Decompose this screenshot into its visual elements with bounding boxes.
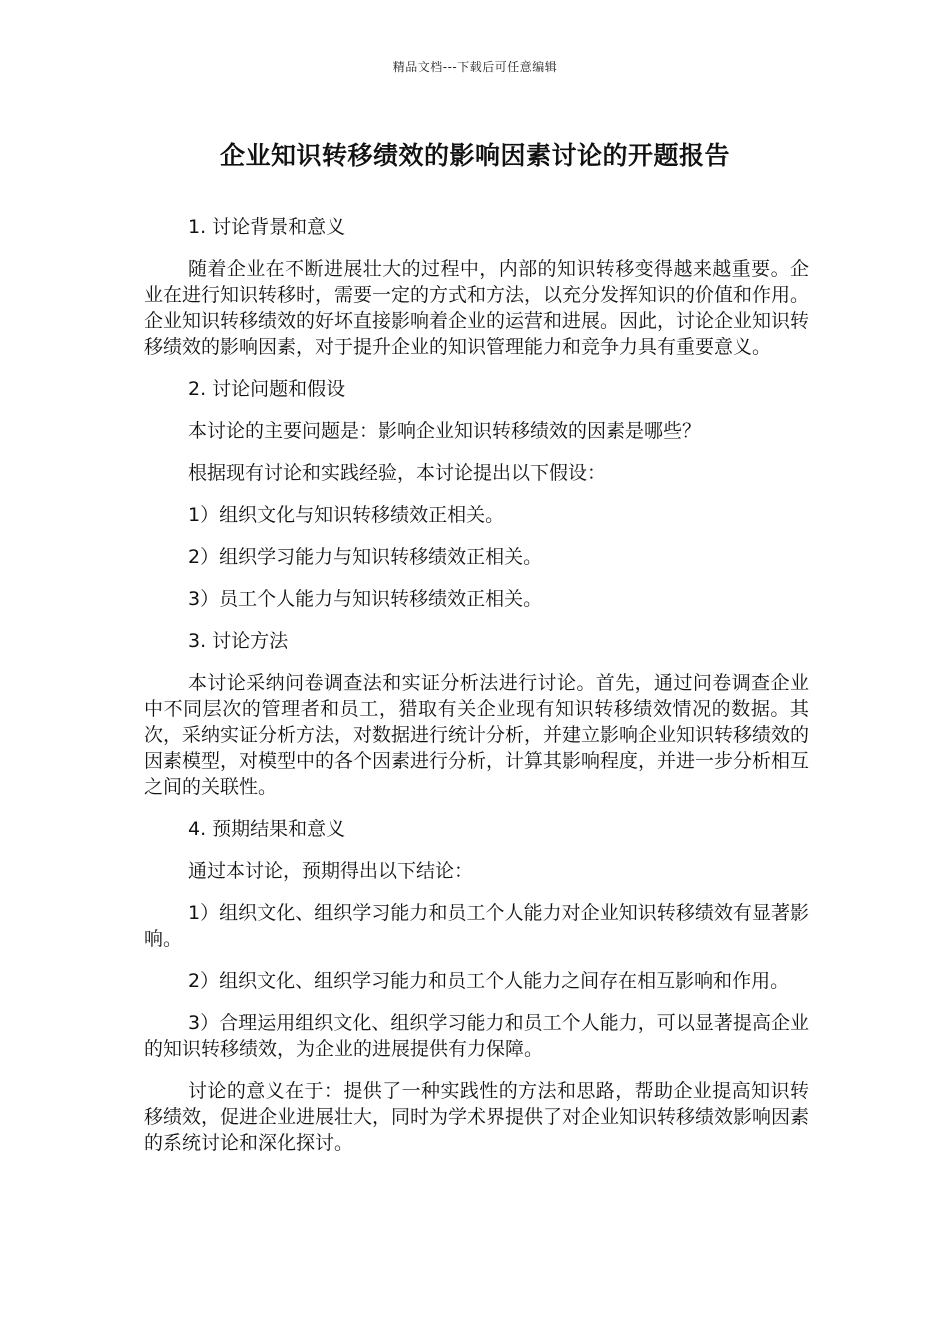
paragraph-hypothesis-intro: 根据现有讨论和实践经验，本讨论提出以下假设：	[188, 462, 607, 484]
hypothesis-item-2: 2）组织学习能力与知识转移绩效正相关。	[188, 546, 543, 568]
section-heading-expected-results: 4. 预期结果和意义	[188, 818, 346, 840]
paragraph-significance: 讨论的意义在于：提供了一种实践性的方法和思路，帮助企业提高知识转移绩效，促进企业进展壮大，同时为学术界提供了对企业知识转移绩效影响因素的系统讨论和深化探讨。	[144, 1080, 810, 1154]
hypothesis-item-3: 3）员工个人能力与知识转移绩效正相关。	[188, 588, 543, 610]
conclusion-item-2: 2）组织文化、组织学习能力和员工个人能力之间存在相互影响和作用。	[188, 970, 790, 992]
section-heading-background: 1. 讨论背景和意义	[188, 216, 346, 238]
paragraph-method: 本讨论采纳问卷调查法和实证分析法进行讨论。首先，通过问卷调查企业中不同层次的管理者和员工，猎取有关企业现有知识转移绩效情况的数据。其次，采纳实证分析方法，对数据进行统计分析，并建立影响企业知识转移绩效的因素模型，对模型中的各个因素进行分析，计算其影响程度，并进一步分析相互之间的关联性。	[144, 672, 810, 798]
document-body	[144, 214, 809, 1172]
conclusion-item-1: 1）组织文化、组织学习能力和员工个人能力对企业知识转移绩效有显著影响。	[144, 902, 809, 950]
section-heading-method: 3. 讨论方法	[188, 630, 289, 652]
paragraph-conclusion-intro: 通过本讨论，预期得出以下结论：	[188, 860, 474, 882]
paragraph-main-question: 本讨论的主要问题是：影响企业知识转移绩效的因素是哪些？	[188, 420, 702, 442]
page-header-watermark: 精品文档---下载后可任意编辑	[392, 60, 558, 74]
conclusion-item-3: 3）合理运用组织文化、组织学习能力和员工个人能力，可以显著提高企业的知识转移绩效，为企业的进展提供有力保障。	[144, 1012, 809, 1060]
paragraph-background: 随着企业在不断进展壮大的过程中，内部的知识转移变得越来越重要。企业在进行知识转移时，需要一定的方式和方法，以充分发挥知识的价值和作用。企业知识转移绩效的好坏直接影响着企业的运营和进展。因此，讨论企业知识转移绩效的影响因素，对于提升企业的知识管理能力和竞争力具有重要意义。	[144, 258, 810, 358]
document-title: 企业知识转移绩效的影响因素讨论的开题报告	[219, 141, 730, 170]
hypothesis-item-1: 1）组织文化与知识转移绩效正相关。	[188, 504, 505, 526]
section-heading-questions: 2. 讨论问题和假设	[188, 378, 346, 400]
